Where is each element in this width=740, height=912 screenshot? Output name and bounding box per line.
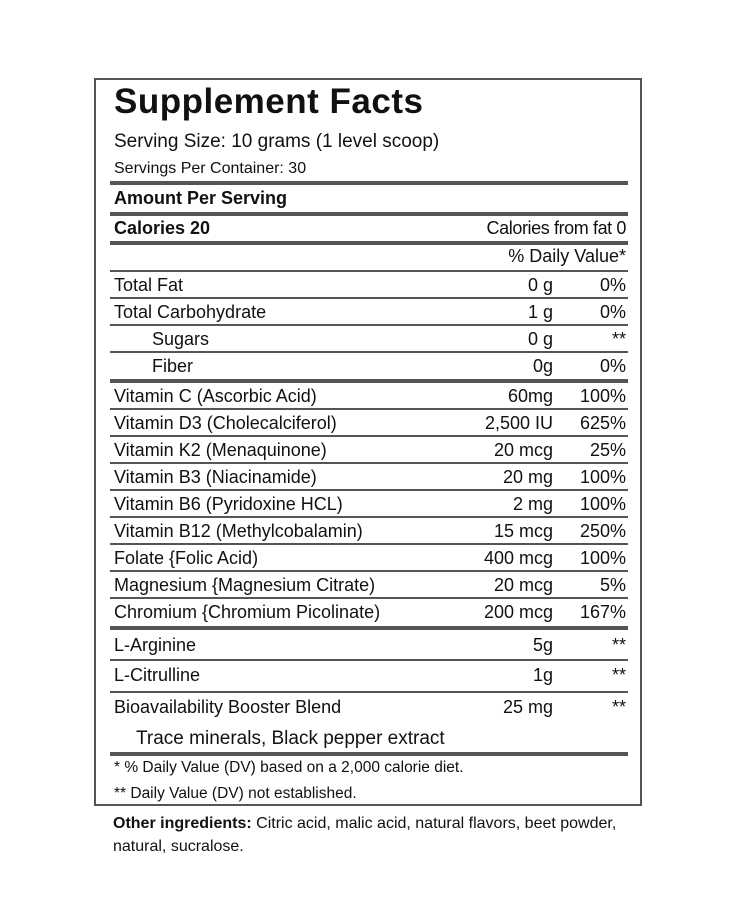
nutrient-name: Fiber [152, 356, 194, 376]
nutrient-name: L-Arginine [114, 635, 197, 655]
table-row [110, 518, 628, 545]
nutrient-name: Magnesium {Magnesium Citrate) [114, 575, 376, 595]
nutrient-amount: 0 g [527, 329, 553, 349]
nutrient-name: Vitamin B6 (Pyridoxine HCL) [114, 494, 343, 514]
nutrient-amount: 200 mcg [483, 602, 553, 622]
table-row [110, 437, 628, 464]
table-row [110, 383, 628, 410]
table-row [110, 545, 628, 572]
table-row [110, 353, 628, 383]
nutrient-daily-value: 625% [579, 413, 626, 433]
table-row [110, 632, 628, 661]
nutrient-name: Vitamin B12 (Methylcobalamin) [114, 521, 363, 541]
nutrient-amount: 1g [532, 665, 553, 685]
other-ingredients [113, 812, 633, 858]
nutrient-daily-value: ** [611, 329, 626, 349]
nutrient-name: Total Fat [114, 275, 184, 295]
nutrient-daily-value: 5% [599, 575, 626, 595]
nutrient-amount: 20 mcg [493, 440, 553, 460]
nutrient-daily-value: 100% [579, 494, 626, 514]
servings-per-container: Servings Per Container: 30 [114, 160, 307, 177]
table-row [110, 662, 628, 693]
supplement-facts-panel [94, 78, 642, 806]
table-row [110, 572, 628, 599]
table-row [110, 694, 628, 724]
nutrient-name: Vitamin C (Ascorbic Acid) [114, 386, 317, 406]
nutrient-daily-value: ** [611, 635, 626, 655]
footnote-dv-based: * % Daily Value (DV) based on a 2,000 calorie diet. [114, 759, 464, 776]
calories: Calories 20 [114, 218, 211, 238]
table-row [110, 299, 628, 326]
nutrient-daily-value: ** [611, 665, 626, 685]
nutrient-name: Total Carbohydrate [114, 302, 267, 322]
nutrient-amount: 15 mcg [493, 521, 553, 541]
nutrient-amount: 2 mg [512, 494, 553, 514]
panel-title: Supplement Facts [114, 82, 424, 121]
nutrient-name: Vitamin K2 (Menaquinone) [114, 440, 327, 460]
thick-divider [110, 241, 628, 245]
nutrient-amount: 5g [532, 635, 553, 655]
nutrient-amount: 2,500 IU [484, 413, 553, 433]
other-ingredients-label: Other ingredients: [113, 815, 252, 832]
nutrient-daily-value: 100% [579, 467, 626, 487]
nutrient-amount: 1 g [527, 302, 553, 322]
nutrient-amount: 20 mg [502, 467, 553, 487]
nutrient-name: Sugars [152, 329, 210, 349]
thick-divider [110, 212, 628, 216]
nutrient-daily-value: 250% [579, 521, 626, 541]
table-row [110, 410, 628, 437]
amount-per-serving: Amount Per Serving [114, 188, 288, 208]
nutrient-amount: 0g [532, 356, 553, 376]
footnote-dv-not-established: ** Daily Value (DV) not established. [114, 785, 357, 802]
serving-size: Serving Size: 10 grams (1 level scoop) [114, 131, 440, 152]
nutrient-name: Bioavailability Booster Blend [114, 697, 342, 717]
nutrient-amount: 60mg [507, 386, 553, 406]
nutrient-amount: 25 mg [502, 697, 553, 717]
nutrient-name: Vitamin D3 (Cholecalciferol) [114, 413, 337, 433]
nutrient-amount: 400 mcg [483, 548, 553, 568]
other-ingredients-text: Citric acid, malic acid, natural flavors, beet powder, natural, sucralose. [113, 815, 617, 855]
nutrient-daily-value: 25% [589, 440, 626, 460]
calories-from-fat: Calories from fat 0 [486, 218, 626, 238]
nutrient-name: Vitamin B3 (Niacinamide) [114, 467, 317, 487]
table-row [110, 272, 628, 299]
table-row [110, 464, 628, 491]
nutrient-daily-value: 167% [579, 602, 626, 622]
nutrient-name: L-Citrulline [114, 665, 201, 685]
nutrient-name: Folate {Folic Acid) [114, 548, 259, 568]
nutrient-daily-value: 0% [599, 302, 626, 322]
nutrient-name: Chromium {Chromium Picolinate) [114, 602, 381, 622]
nutrient-daily-value: 100% [579, 548, 626, 568]
blend-detail: Trace minerals, Black pepper extract [136, 728, 445, 749]
nutrient-daily-value: ** [611, 697, 626, 717]
daily-value-header: % Daily Value* [508, 246, 626, 266]
thick-divider [110, 752, 628, 756]
table-row [110, 599, 628, 630]
table-row [110, 491, 628, 518]
nutrient-daily-value: 0% [599, 275, 626, 295]
nutrient-daily-value: 100% [579, 386, 626, 406]
table-row [110, 326, 628, 353]
thick-divider [110, 181, 628, 185]
nutrient-amount: 0 g [527, 275, 553, 295]
nutrient-daily-value: 0% [599, 356, 626, 376]
nutrient-amount: 20 mcg [493, 575, 553, 595]
